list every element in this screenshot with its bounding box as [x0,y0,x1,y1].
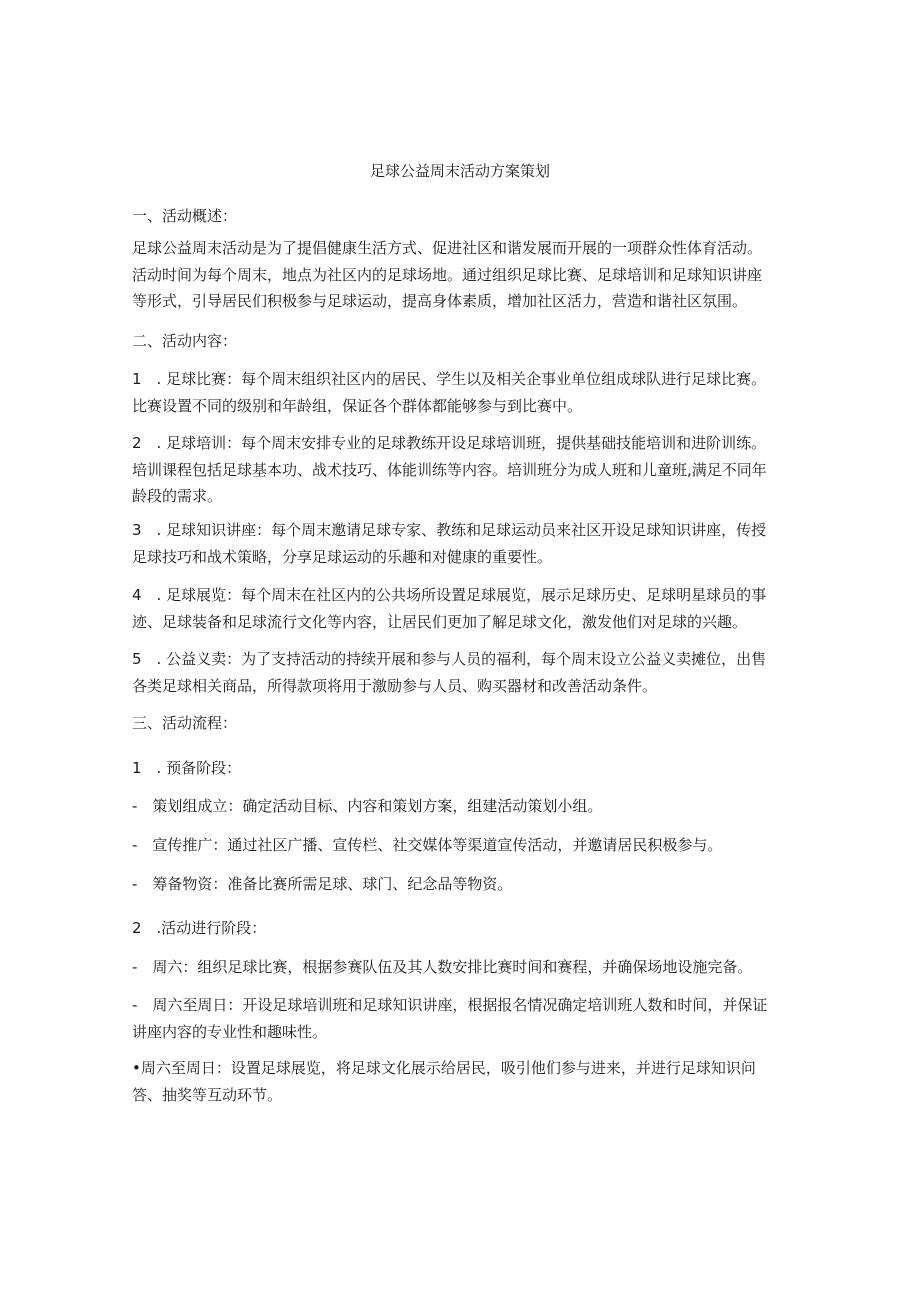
list-item [132,871,792,898]
text-line: 1 . 足球比赛：每个周末组织社区内的居民、学生以及相关企事业单位组成球队进行足球比赛。 [132,370,767,388]
text-line: •周六至周日：设置足球展览，将足球文化展示给居民，吸引他们参与进来，并进行足球知识问 [132,1059,756,1077]
text-line: 4 . 足球展览：每个周末在社区内的公共场所设置足球展览，展示足球历史、足球明星球员的事 [132,586,767,604]
list-item [132,954,792,981]
text-line: 2 . 足球培训：每个周末安排专业的足球教练开设足球培训班，提供基础技能培训和进阶训练。 [132,434,767,452]
list-item [132,646,792,699]
list-item [132,517,792,570]
text-line: 等形式，引导居民们积极参与足球运动，提高身体素质，增加社区活力，营造和谐社区氛围。 [132,292,748,310]
text-line: - 宣传推广：通过社区广播、宣传栏、社交媒体等渠道宣传活动，并邀请居民积极参与。 [132,836,723,854]
text-line: - 周六：组织足球比赛，根据参赛队伍及其人数安排比赛时间和赛程，并确保场地设施完备。 [132,958,753,976]
text-line: 各类足球相关商品，所得款项将用于激励参与人员、购买器材和改善活动条件。 [132,676,658,695]
list-item [132,832,792,859]
text-line: 活动时间为每个周末，地点为社区内的足球场地。通过组织足球比赛、足球培训和足球知识讲座 [132,265,763,284]
text-line: - 筹备物资：准备比赛所需足球、球门、纪念品等物资。 [132,875,513,893]
text-line: 培训课程包括足球基本功、战术技巧、体能训练等内容。培训班分为成人班和儿童班,满足不同年 [132,460,767,479]
document-title: 足球公益周末活动方案策划 [369,162,550,180]
list-item [132,992,792,1045]
list-item [132,1055,792,1108]
section-heading [132,328,792,355]
list-item [132,430,792,510]
text-line: 足球公益周末活动是为了提倡健康生活方式、促进社区和谐发展而开展的一项群众性体育活动。 [132,239,763,257]
text-line: 一、活动概述： [132,207,238,225]
text-line: 三、活动流程： [132,714,238,732]
text-line: 比赛设置不同的级别和年龄组，保证各个群体都能够参与到比赛中。 [132,396,583,415]
paragraph [132,235,792,315]
list-item [132,793,792,820]
text-line: 讲座内容的专业性和趣味性。 [132,1022,328,1041]
text-line: 足球技巧和战术策略，分享足球运动的乐趣和对健康的重要性。 [132,547,553,566]
list-item [132,582,792,635]
text-line: 二、活动内容： [132,332,238,350]
list-item [132,915,792,942]
text-line: - 周六至周日：开设足球培训班和足球知识讲座，根据报名情况确定培训班人数和时间，并保证 [132,996,768,1014]
list-item [132,366,792,419]
list-item [132,755,792,782]
text-line: 2 .活动进行阶段： [132,919,267,937]
text-line: 答、抽奖等互动环节。 [132,1085,283,1104]
section-heading [132,203,792,230]
text-line: - 策划组成立：确定活动目标、内容和策划方案，组建活动策划小组。 [132,797,603,815]
section-heading [132,710,792,737]
text-line: 龄段的需求。 [132,487,223,505]
text-line: 迹、足球装备和足球流行文化等内容，让居民们更加了解足球文化，激发他们对足球的兴趣。 [132,612,748,631]
text-line: 3 . 足球知识讲座：每个周末邀请足球专家、教练和足球运动员来社区开设足球知识讲座，传授 [132,521,767,539]
text-line: 5 . 公益义卖：为了支持活动的持续开展和参与人员的福利，每个周末设立公益义卖摊位，出售 [132,650,767,668]
text-line: 1 . 预备阶段： [132,759,242,777]
